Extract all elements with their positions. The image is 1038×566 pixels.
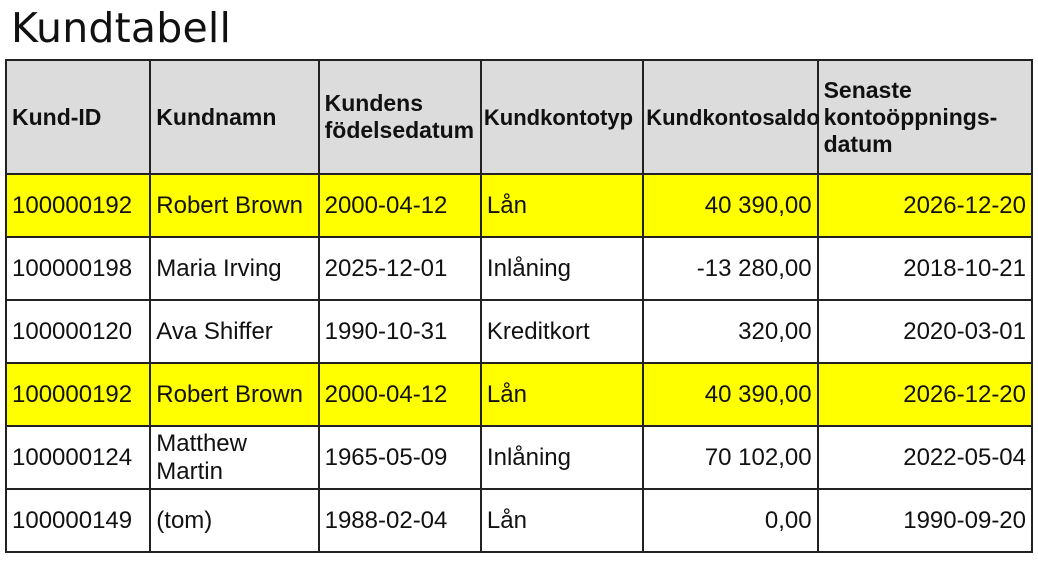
table-row — [6, 174, 1032, 237]
cell-account-type: Lån — [481, 363, 643, 426]
cell-customer-id: 100000198 — [6, 237, 150, 300]
cell-latest-opening-date: 2020-03-01 — [818, 300, 1032, 363]
header-customer-name: Kundnamn — [150, 60, 318, 174]
header-account-balance: Kundkontosaldo — [643, 60, 817, 174]
cell-account-balance: 0,00 — [643, 489, 817, 552]
cell-customer-name: Matthew Martin — [150, 426, 318, 489]
table-row — [6, 489, 1032, 552]
cell-customer-name: Robert Brown — [150, 174, 318, 237]
cell-customer-id: 100000120 — [6, 300, 150, 363]
cell-birthdate: 2025-12-01 — [319, 237, 481, 300]
table-row — [6, 426, 1032, 489]
cell-customer-id: 100000124 — [6, 426, 150, 489]
cell-account-type: Kreditkort — [481, 300, 643, 363]
cell-birthdate: 2000-04-12 — [319, 363, 481, 426]
cell-customer-id: 100000192 — [6, 363, 150, 426]
customer-table — [5, 59, 1033, 553]
cell-customer-name: Maria Irving — [150, 237, 318, 300]
cell-account-balance: -13 280,00 — [643, 237, 817, 300]
cell-account-balance: 40 390,00 — [643, 174, 817, 237]
cell-account-balance: 320,00 — [643, 300, 817, 363]
cell-birthdate: 2000-04-12 — [319, 174, 481, 237]
cell-latest-opening-date: 2026-12-20 — [818, 174, 1032, 237]
header-customer-id: Kund-ID — [6, 60, 150, 174]
cell-latest-opening-date: 2018-10-21 — [818, 237, 1032, 300]
cell-customer-name: (tom) — [150, 489, 318, 552]
cell-account-balance: 70 102,00 — [643, 426, 817, 489]
header-account-type: Kundkontotyp — [481, 60, 643, 174]
cell-birthdate: 1965-05-09 — [319, 426, 481, 489]
cell-latest-opening-date: 1990-09-20 — [818, 489, 1032, 552]
table-row — [6, 300, 1032, 363]
cell-account-type: Inlåning — [481, 426, 643, 489]
cell-latest-opening-date: 2022-05-04 — [818, 426, 1032, 489]
cell-customer-id: 100000149 — [6, 489, 150, 552]
cell-birthdate: 1988-02-04 — [319, 489, 481, 552]
header-latest-opening-date: Senaste kontoöppnings-datum — [818, 60, 1032, 174]
table-header-row — [6, 60, 1032, 174]
table-row — [6, 363, 1032, 426]
page-title: Kundtabell — [11, 4, 232, 52]
cell-account-balance: 40 390,00 — [643, 363, 817, 426]
cell-customer-name: Robert Brown — [150, 363, 318, 426]
cell-latest-opening-date: 2026-12-20 — [818, 363, 1032, 426]
cell-customer-name: Ava Shiffer — [150, 300, 318, 363]
cell-birthdate: 1990-10-31 — [319, 300, 481, 363]
table-row — [6, 237, 1032, 300]
cell-customer-id: 100000192 — [6, 174, 150, 237]
cell-account-type: Lån — [481, 489, 643, 552]
cell-account-type: Inlåning — [481, 237, 643, 300]
header-birthdate: Kundens födelsedatum — [319, 60, 481, 174]
cell-account-type: Lån — [481, 174, 643, 237]
